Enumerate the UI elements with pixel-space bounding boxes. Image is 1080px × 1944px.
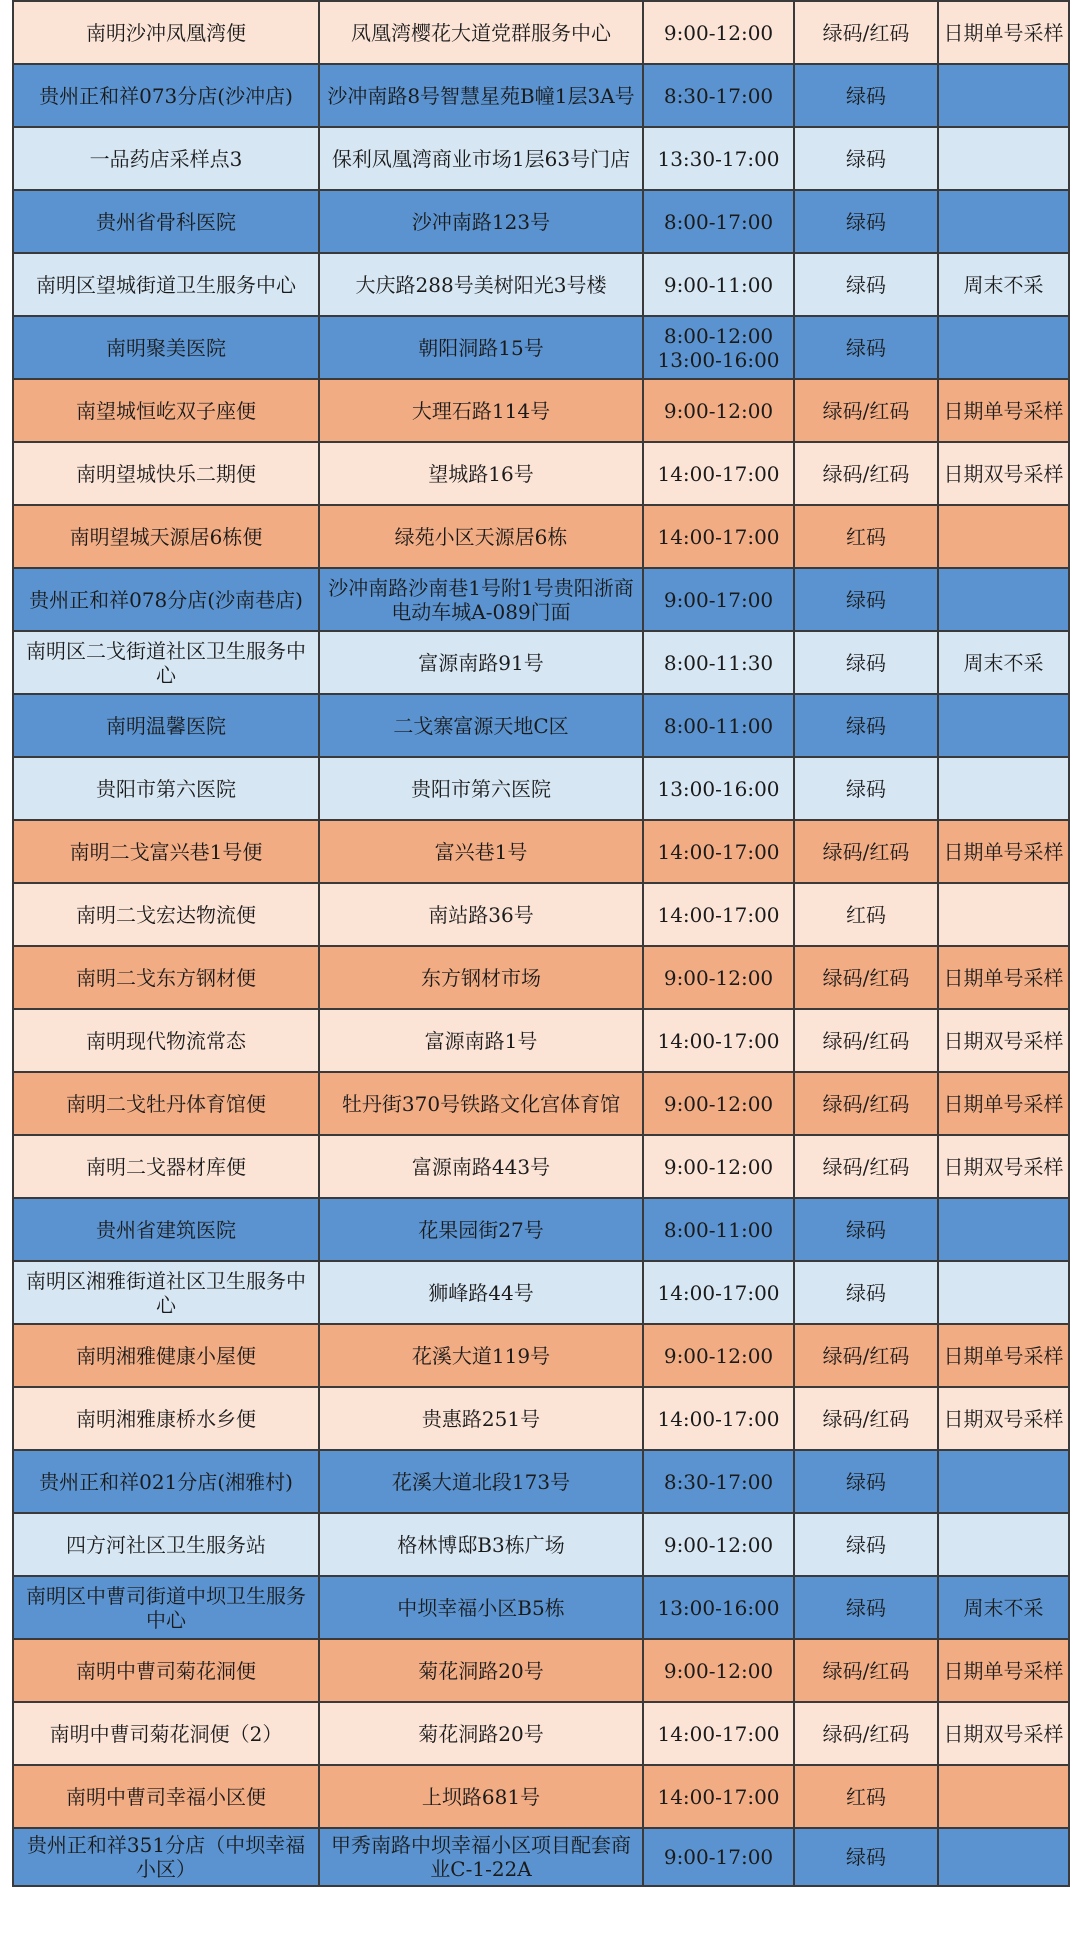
cell-note: 周末不采 [938, 1576, 1069, 1639]
cell-address: 甲秀南路中坝幸福小区项目配套商业C-1-22A [319, 1828, 643, 1886]
cell-name: 贵阳市第六医院 [13, 757, 319, 820]
cell-address: 保利凤凰湾商业市场1层63号门店 [319, 127, 643, 190]
cell-address: 牡丹街370号铁路文化宫体育馆 [319, 1072, 643, 1135]
cell-note [938, 127, 1069, 190]
cell-note [938, 694, 1069, 757]
table-row [13, 568, 1069, 631]
cell-address: 中坝幸福小区B5栋 [319, 1576, 643, 1639]
cell-code: 绿码 [794, 1828, 938, 1886]
cell-code: 绿码 [794, 64, 938, 127]
cell-address: 花溪大道北段173号 [319, 1450, 643, 1513]
cell-note: 日期双号采样 [938, 1009, 1069, 1072]
cell-code: 绿码 [794, 631, 938, 694]
table-row [13, 253, 1069, 316]
table-body [13, 1, 1069, 1886]
cell-time: 14:00-17:00 [643, 1702, 794, 1765]
cell-time: 8:00-11:30 [643, 631, 794, 694]
cell-address: 沙冲南路123号 [319, 190, 643, 253]
cell-address: 大理石路114号 [319, 379, 643, 442]
cell-code: 绿码 [794, 316, 938, 379]
cell-code: 绿码/红码 [794, 379, 938, 442]
cell-time [643, 316, 794, 379]
cell-code: 红码 [794, 505, 938, 568]
cell-address: 富源南路91号 [319, 631, 643, 694]
cell-name: 南明中曹司幸福小区便 [13, 1765, 319, 1828]
cell-address: 凤凰湾樱花大道党群服务中心 [319, 1, 643, 64]
cell-time: 14:00-17:00 [643, 1387, 794, 1450]
cell-time: 9:00-12:00 [643, 946, 794, 1009]
cell-note: 日期双号采样 [938, 1135, 1069, 1198]
table-row [13, 1702, 1069, 1765]
cell-note [938, 757, 1069, 820]
cell-time: 14:00-17:00 [643, 883, 794, 946]
cell-time: 13:30-17:00 [643, 127, 794, 190]
cell-address: 富源南路443号 [319, 1135, 643, 1198]
cell-address: 花果园街27号 [319, 1198, 643, 1261]
cell-note: 周末不采 [938, 631, 1069, 694]
cell-time: 9:00-12:00 [643, 1072, 794, 1135]
table-row [13, 1513, 1069, 1576]
cell-address: 大庆路288号美树阳光3号楼 [319, 253, 643, 316]
cell-note: 日期双号采样 [938, 1702, 1069, 1765]
cell-time: 14:00-17:00 [643, 505, 794, 568]
cell-name: 南明望城天源居6栋便 [13, 505, 319, 568]
cell-time: 9:00-12:00 [643, 1, 794, 64]
cell-note [938, 64, 1069, 127]
cell-address: 南站路36号 [319, 883, 643, 946]
cell-code: 绿码/红码 [794, 1639, 938, 1702]
table-row [13, 1135, 1069, 1198]
cell-address: 贵惠路251号 [319, 1387, 643, 1450]
table-row [13, 1198, 1069, 1261]
cell-note: 日期单号采样 [938, 1639, 1069, 1702]
table-row [13, 1009, 1069, 1072]
cell-code: 绿码/红码 [794, 1009, 938, 1072]
cell-address: 沙冲南路沙南巷1号附1号贵阳浙商电动车城A-089门面 [319, 568, 643, 631]
cell-address: 绿苑小区天源居6栋 [319, 505, 643, 568]
table-row [13, 1, 1069, 64]
cell-address: 菊花洞路20号 [319, 1702, 643, 1765]
cell-time: 8:00-11:00 [643, 1198, 794, 1261]
cell-code: 绿码 [794, 127, 938, 190]
cell-code: 绿码 [794, 1261, 938, 1324]
cell-note: 周末不采 [938, 253, 1069, 316]
table-row [13, 127, 1069, 190]
cell-code: 红码 [794, 1765, 938, 1828]
cell-name: 南明温馨医院 [13, 694, 319, 757]
cell-name: 南明湘雅康桥水乡便 [13, 1387, 319, 1450]
cell-time: 9:00-11:00 [643, 253, 794, 316]
cell-note [938, 568, 1069, 631]
cell-code: 绿码 [794, 1513, 938, 1576]
cell-note [938, 1828, 1069, 1886]
cell-name: 南望城恒屹双子座便 [13, 379, 319, 442]
cell-note: 日期单号采样 [938, 1324, 1069, 1387]
cell-code: 绿码/红码 [794, 442, 938, 505]
table-row [13, 1324, 1069, 1387]
table-row [13, 379, 1069, 442]
cell-name: 南明沙冲凤凰湾便 [13, 1, 319, 64]
cell-code: 绿码/红码 [794, 946, 938, 1009]
cell-address: 格林博邸B3栋广场 [319, 1513, 643, 1576]
sampling-sites-table [12, 0, 1070, 1887]
table-row [13, 631, 1069, 694]
cell-code: 绿码/红码 [794, 1387, 938, 1450]
cell-address: 富源南路1号 [319, 1009, 643, 1072]
cell-name: 南明中曹司菊花洞便 [13, 1639, 319, 1702]
cell-note [938, 1765, 1069, 1828]
cell-address: 贵阳市第六医院 [319, 757, 643, 820]
cell-address: 二戈寨富源天地C区 [319, 694, 643, 757]
table-row [13, 1450, 1069, 1513]
cell-code: 绿码/红码 [794, 1702, 938, 1765]
cell-time: 9:00-12:00 [643, 379, 794, 442]
cell-name: 南明二戈富兴巷1号便 [13, 820, 319, 883]
table-row [13, 883, 1069, 946]
cell-address: 菊花洞路20号 [319, 1639, 643, 1702]
table-row [13, 64, 1069, 127]
cell-address: 东方钢材市场 [319, 946, 643, 1009]
cell-name: 南明中曹司菊花洞便（2） [13, 1702, 319, 1765]
cell-time: 13:00-16:00 [643, 757, 794, 820]
cell-name: 贵州正和祥351分店（中坝幸福小区） [13, 1828, 319, 1886]
table-row [13, 1576, 1069, 1639]
table-row [13, 820, 1069, 883]
table-row [13, 757, 1069, 820]
cell-address: 花溪大道119号 [319, 1324, 643, 1387]
cell-code: 绿码/红码 [794, 1072, 938, 1135]
cell-time: 9:00-17:00 [643, 1828, 794, 1886]
cell-note: 日期单号采样 [938, 1, 1069, 64]
cell-time-line: 8:00-12:00 [663, 323, 774, 348]
cell-time: 9:00-12:00 [643, 1135, 794, 1198]
cell-address: 富兴巷1号 [319, 820, 643, 883]
cell-note: 日期双号采样 [938, 1387, 1069, 1450]
cell-time: 14:00-17:00 [643, 1009, 794, 1072]
cell-code: 绿码 [794, 190, 938, 253]
cell-address: 望城路16号 [319, 442, 643, 505]
cell-name: 贵州正和祥073分店(沙冲店) [13, 64, 319, 127]
cell-address: 狮峰路44号 [319, 1261, 643, 1324]
cell-time: 14:00-17:00 [643, 1765, 794, 1828]
cell-time: 14:00-17:00 [643, 820, 794, 883]
cell-address: 朝阳洞路15号 [319, 316, 643, 379]
cell-code: 绿码/红码 [794, 1135, 938, 1198]
cell-code: 绿码/红码 [794, 1324, 938, 1387]
cell-name: 南明二戈东方钢材便 [13, 946, 319, 1009]
table-row [13, 1765, 1069, 1828]
cell-note [938, 1450, 1069, 1513]
cell-time: 9:00-12:00 [643, 1639, 794, 1702]
table-row [13, 1828, 1069, 1886]
cell-name: 南明二戈宏达物流便 [13, 883, 319, 946]
cell-note [938, 1261, 1069, 1324]
cell-note [938, 190, 1069, 253]
cell-code: 绿码 [794, 1576, 938, 1639]
cell-name: 南明现代物流常态 [13, 1009, 319, 1072]
table-row [13, 1261, 1069, 1324]
table-row [13, 190, 1069, 253]
table-row [13, 316, 1069, 379]
cell-name: 南明聚美医院 [13, 316, 319, 379]
cell-time: 9:00-17:00 [643, 568, 794, 631]
cell-name: 贵州正和祥021分店(湘雅村) [13, 1450, 319, 1513]
cell-time: 13:00-16:00 [643, 1576, 794, 1639]
cell-note: 日期单号采样 [938, 1072, 1069, 1135]
cell-code: 绿码 [794, 757, 938, 820]
cell-time: 14:00-17:00 [643, 442, 794, 505]
cell-time: 8:00-17:00 [643, 190, 794, 253]
cell-time: 9:00-12:00 [643, 1324, 794, 1387]
cell-name: 贵州省骨科医院 [13, 190, 319, 253]
cell-time-line: 13:00-16:00 [657, 347, 780, 372]
cell-note: 日期单号采样 [938, 946, 1069, 1009]
cell-note [938, 316, 1069, 379]
cell-note [938, 883, 1069, 946]
cell-note: 日期双号采样 [938, 442, 1069, 505]
cell-time: 14:00-17:00 [643, 1261, 794, 1324]
table-row [13, 694, 1069, 757]
cell-note [938, 1513, 1069, 1576]
cell-note: 日期单号采样 [938, 379, 1069, 442]
table-row [13, 1639, 1069, 1702]
cell-name: 贵州正和祥078分店(沙南巷店) [13, 568, 319, 631]
cell-code: 绿码 [794, 694, 938, 757]
cell-name: 南明望城快乐二期便 [13, 442, 319, 505]
table-row [13, 505, 1069, 568]
cell-name: 南明区中曹司街道中坝卫生服务中心 [13, 1576, 319, 1639]
cell-code: 绿码 [794, 568, 938, 631]
cell-name: 四方河社区卫生服务站 [13, 1513, 319, 1576]
table-row [13, 946, 1069, 1009]
cell-address: 沙冲南路8号智慧星苑B幢1层3A号 [319, 64, 643, 127]
table-row [13, 1072, 1069, 1135]
cell-time: 9:00-12:00 [643, 1513, 794, 1576]
cell-note [938, 505, 1069, 568]
table-row [13, 1387, 1069, 1450]
cell-code: 绿码/红码 [794, 820, 938, 883]
cell-time: 8:30-17:00 [643, 1450, 794, 1513]
cell-time: 8:30-17:00 [643, 64, 794, 127]
cell-code: 绿码 [794, 1198, 938, 1261]
cell-name: 贵州省建筑医院 [13, 1198, 319, 1261]
cell-address: 上坝路681号 [319, 1765, 643, 1828]
cell-code: 绿码/红码 [794, 1, 938, 64]
cell-code: 红码 [794, 883, 938, 946]
cell-note: 日期单号采样 [938, 820, 1069, 883]
cell-note [938, 1198, 1069, 1261]
cell-name: 南明区湘雅街道社区卫生服务中心 [13, 1261, 319, 1324]
cell-name: 南明二戈器材库便 [13, 1135, 319, 1198]
cell-code: 绿码 [794, 1450, 938, 1513]
cell-name: 南明湘雅健康小屋便 [13, 1324, 319, 1387]
cell-name: 南明二戈牡丹体育馆便 [13, 1072, 319, 1135]
cell-time: 8:00-11:00 [643, 694, 794, 757]
cell-name: 南明区望城街道卫生服务中心 [13, 253, 319, 316]
cell-code: 绿码 [794, 253, 938, 316]
cell-name: 南明区二戈街道社区卫生服务中心 [13, 631, 319, 694]
table-row [13, 442, 1069, 505]
cell-name: 一品药店采样点3 [13, 127, 319, 190]
